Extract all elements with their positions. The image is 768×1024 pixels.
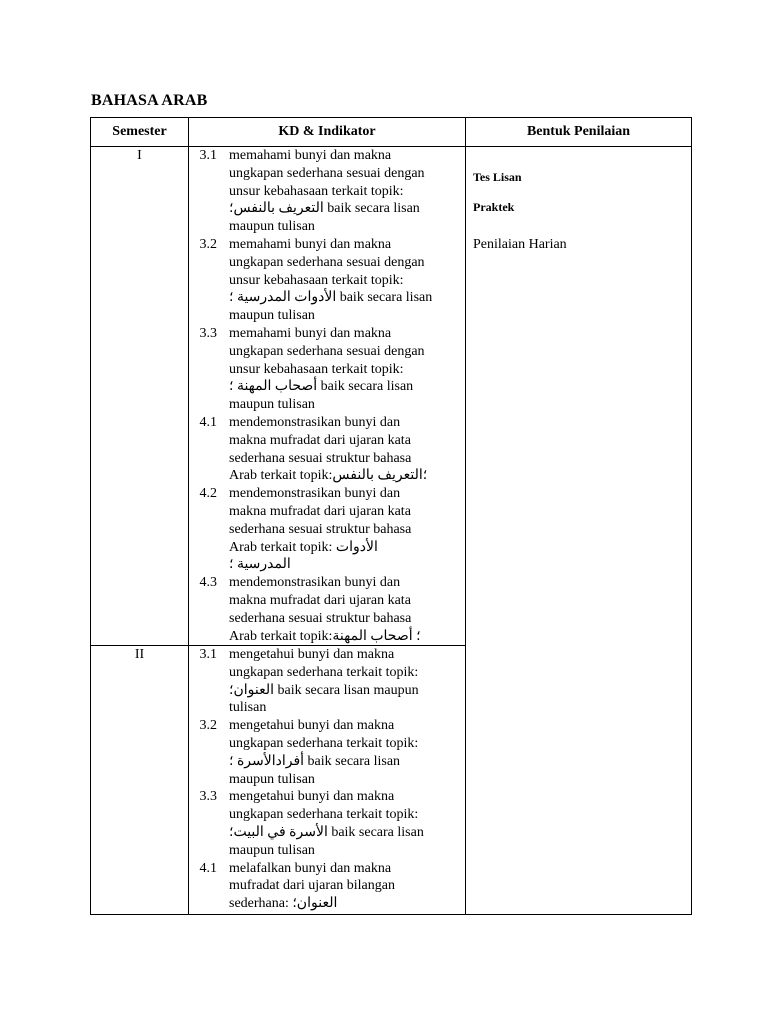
header-semester: Semester xyxy=(91,118,189,147)
kd-number: 4.1 xyxy=(199,860,217,876)
kd-number: 3.1 xyxy=(199,647,217,662)
kd-text-line: ungkapan sederhana terkait topik: xyxy=(229,807,419,823)
kd-number: 3.2 xyxy=(199,236,217,252)
kd-text-line: memahami bunyi dan makna xyxy=(229,325,392,341)
kd-text-line: ungkapan sederhana terkait topik: xyxy=(229,664,419,680)
kd-text-line: maupun tulisan xyxy=(229,842,315,858)
kd-text-line: mengetahui bunyi dan makna xyxy=(229,718,395,734)
kd-item xyxy=(189,485,465,574)
kd-text-line: Arab terkait topik: الأدوات xyxy=(229,539,378,555)
header-kd-indikator: KD & Indikator xyxy=(189,118,466,147)
kd-item xyxy=(189,414,465,485)
kd-text-line: makna mufradat dari ujaran kata xyxy=(229,592,411,608)
kd-item xyxy=(189,147,465,236)
kd-text-line: unsur kebahasaan terkait topik: xyxy=(229,272,404,288)
kd-item xyxy=(189,646,465,717)
kd-text xyxy=(229,485,465,574)
kd-text-line: العنوان؛ baik secara lisan maupun xyxy=(229,682,419,698)
kd-number: 4.1 xyxy=(199,414,217,430)
kd-number: 3.3 xyxy=(199,325,217,341)
kd-text-line: sederhana sesuai struktur bahasa xyxy=(229,521,412,537)
kd-item xyxy=(189,788,465,859)
kd-text xyxy=(229,717,465,788)
kd-text-line: memahami bunyi dan makna xyxy=(229,148,392,163)
kd-text-line: ungkapan sederhana sesuai dengan xyxy=(229,165,425,181)
table-header-row xyxy=(91,118,692,147)
kd-text-line: أصحاب المهنة ؛ baik secara lisan xyxy=(229,379,414,395)
kd-item xyxy=(189,860,465,913)
kd-list xyxy=(189,147,465,645)
kd-text-line: ungkapan sederhana terkait topik: xyxy=(229,735,419,751)
kd-item xyxy=(189,717,465,788)
kd-number: 4.2 xyxy=(199,486,217,502)
bentuk-penilaian-cell xyxy=(466,147,692,915)
table-row-semester-1 xyxy=(91,147,692,646)
kd-text-line: mufradat dari ujaran bilangan xyxy=(229,878,395,894)
kd-text xyxy=(229,325,465,414)
kd-item xyxy=(189,325,465,414)
semester-cell-1 xyxy=(91,147,189,646)
bentuk-tes-lisan: Tes Lisan xyxy=(473,170,522,184)
kd-text xyxy=(229,414,465,485)
kd-text-line: mendemonstrasikan bunyi dan xyxy=(229,414,401,430)
kd-text-line: التعريف بالنفس؛ baik secara lisan xyxy=(229,201,420,217)
kd-text-line: المدرسية ؛ xyxy=(229,557,291,573)
semester-label: II xyxy=(134,647,145,662)
kd-text-line: الأدوات المدرسية ؛ baik secara lisan xyxy=(229,290,433,306)
kd-text-line: makna mufradat dari ujaran kata xyxy=(229,432,411,448)
kd-text-line: sederhana: العنوان؛ xyxy=(229,896,338,912)
kd-item xyxy=(189,236,465,325)
kd-text-line: mengetahui bunyi dan makna xyxy=(229,789,395,805)
kd-text-line: maupun tulisan xyxy=(229,771,315,787)
kd-text xyxy=(229,574,465,645)
kd-number: 3.3 xyxy=(199,789,217,805)
kd-number: 4.3 xyxy=(199,575,217,591)
kd-text-line: makna mufradat dari ujaran kata xyxy=(229,503,411,519)
kd-text-line: maupun tulisan xyxy=(229,308,315,324)
kd-item xyxy=(189,574,465,645)
kd-text-line: mengetahui bunyi dan makna xyxy=(229,647,395,662)
bentuk-praktek: Praktek xyxy=(473,200,515,214)
kd-text xyxy=(229,860,465,913)
kd-list xyxy=(189,646,465,914)
kd-text-line: sederhana sesuai struktur bahasa xyxy=(229,610,412,626)
document-title: BAHASA ARAB xyxy=(91,92,208,109)
kd-text-line: الأسرة في البيت؛ baik secara lisan xyxy=(229,824,424,840)
kd-text-line: maupun tulisan xyxy=(229,397,315,413)
kd-text-line: ungkapan sederhana sesuai dengan xyxy=(229,343,425,359)
kd-text-line: Arab terkait topik:؛ أصحاب المهنة xyxy=(229,628,421,644)
kd-text-line: tulisan xyxy=(229,700,267,716)
semester-cell-2 xyxy=(91,646,189,915)
kd-text-line: sederhana sesuai struktur bahasa xyxy=(229,450,412,466)
kd-text xyxy=(229,646,465,717)
kd-text-line: unsur kebahasaan terkait topik: xyxy=(229,361,404,377)
kd-text-line: melafalkan bunyi dan makna xyxy=(229,860,392,876)
kd-cell-2 xyxy=(189,646,466,915)
kd-cell-1 xyxy=(189,147,466,646)
kd-text-line: mendemonstrasikan bunyi dan xyxy=(229,575,401,591)
kd-text-line: mendemonstrasikan bunyi dan xyxy=(229,486,401,502)
kd-text xyxy=(229,236,465,325)
bentuk-penilaian-harian: Penilaian Harian xyxy=(473,237,567,252)
header-bentuk-penilaian: Bentuk Penilaian xyxy=(466,118,692,147)
kd-text xyxy=(229,788,465,859)
assessment-table xyxy=(90,117,692,915)
semester-label: I xyxy=(137,148,142,163)
kd-text-line: Arab terkait topik:؛التعريف بالنفس xyxy=(229,468,428,484)
kd-text xyxy=(229,147,465,236)
kd-number: 3.1 xyxy=(199,148,217,163)
kd-text-line: أفرادالأسرة ؛ baik secara lisan xyxy=(229,753,401,769)
kd-text-line: ungkapan sederhana sesuai dengan xyxy=(229,254,425,270)
kd-number: 3.2 xyxy=(199,718,217,734)
kd-text-line: memahami bunyi dan makna xyxy=(229,236,392,252)
kd-text-line: unsur kebahasaan terkait topik: xyxy=(229,183,404,199)
kd-text-line: maupun tulisan xyxy=(229,219,315,235)
